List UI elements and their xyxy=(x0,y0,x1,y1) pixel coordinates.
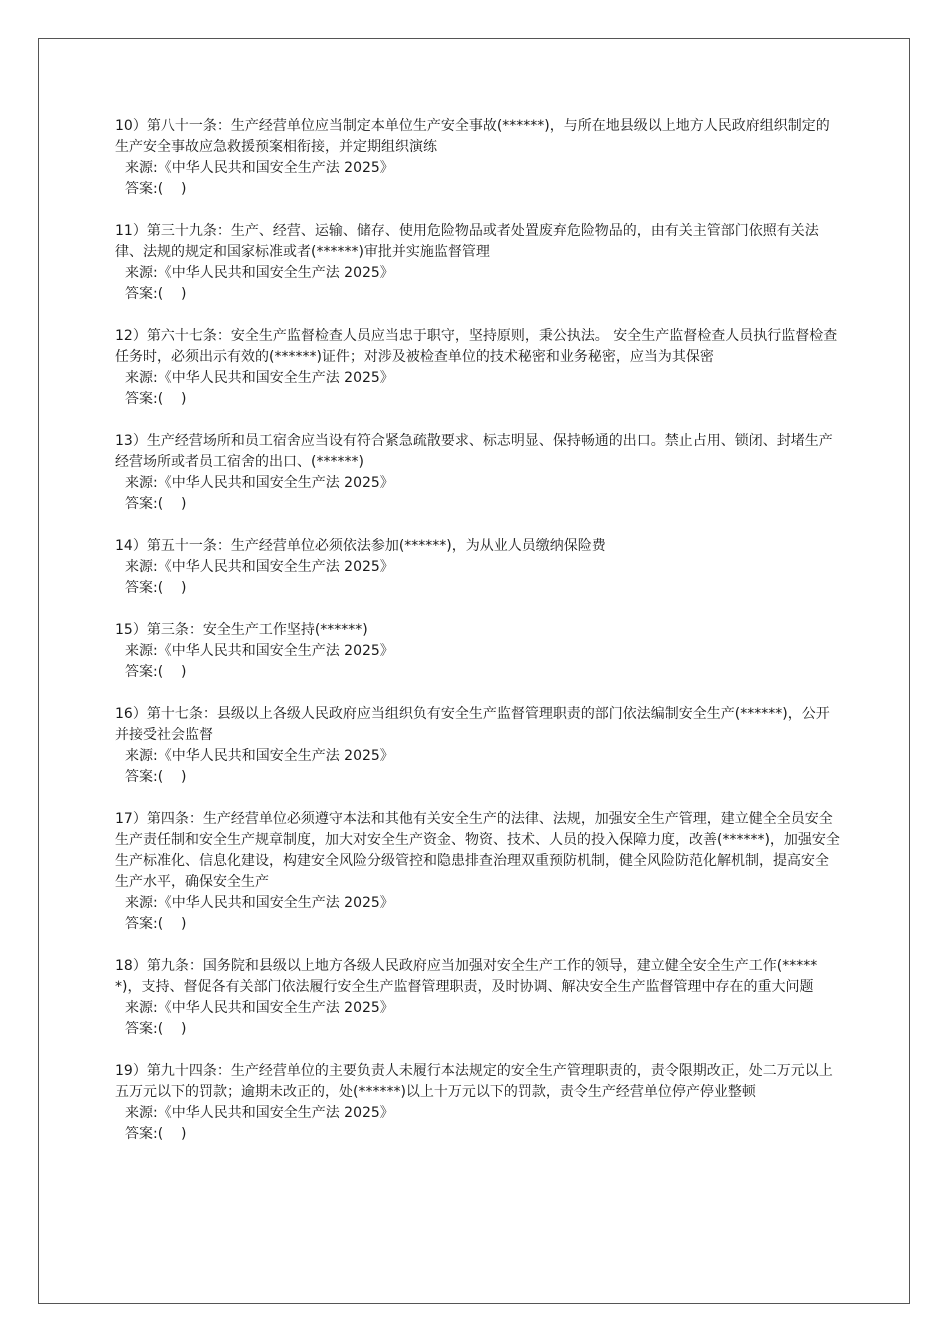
question-item xyxy=(115,326,840,410)
question-item xyxy=(115,704,840,788)
question-source: 来源:《中华人民共和国安全生产法 2025》 xyxy=(125,895,394,911)
question-answer: 答案:( ) xyxy=(125,1021,187,1037)
question-item xyxy=(115,221,840,305)
question-text: 18）第九条：国务院和县级以上地方各级人民政府应当加强对安全生产工作的领导，建立健全安全生产工作(******)，支持、督促各有关部门依法履行安全生产监督管理职责，及时协调、解决安全生产监督管理中存在的重大问题 xyxy=(115,958,818,995)
question-item xyxy=(115,431,840,515)
question-text: 10）第八十一条：生产经营单位应当制定本单位生产安全事故(******)，与所在地县级以上地方人民政府组织制定的生产安全事故应急救援预案相衔接，并定期组织演练 xyxy=(115,118,830,155)
question-answer: 答案:( ) xyxy=(125,664,187,680)
question-text: 17）第四条：生产经营单位必须遵守本法和其他有关安全生产的法律、法规，加强安全生产管理，建立健全全员安全生产责任制和安全生产规章制度，加大对安全生产资金、物资、技术、人员的投入保障力度，改善(******)，加强安全生产标准化、信息化建设，构建安全风险分级管控和隐患排查治理双重预防机制，健全风险防范化解机制，提高安全生产水平，确保安全生产 xyxy=(115,811,840,890)
question-answer: 答案:( ) xyxy=(125,916,187,932)
question-source: 来源:《中华人民共和国安全生产法 2025》 xyxy=(125,748,394,764)
question-text: 14）第五十一条：生产经营单位必须依法参加(******)，为从业人员缴纳保险费 xyxy=(115,538,606,554)
question-answer: 答案:( ) xyxy=(125,496,187,512)
question-source: 来源:《中华人民共和国安全生产法 2025》 xyxy=(125,559,394,575)
question-source: 来源:《中华人民共和国安全生产法 2025》 xyxy=(125,475,394,491)
question-item xyxy=(115,1061,840,1145)
question-source: 来源:《中华人民共和国安全生产法 2025》 xyxy=(125,1105,394,1121)
question-answer: 答案:( ) xyxy=(125,286,187,302)
question-source: 来源:《中华人民共和国安全生产法 2025》 xyxy=(125,370,394,386)
question-text: 15）第三条：安全生产工作坚持(******) xyxy=(115,622,368,638)
question-answer: 答案:( ) xyxy=(125,391,187,407)
question-text: 11）第三十九条：生产、经营、运输、储存、使用危险物品或者处置废弃危险物品的，由有关主管部门依照有关法律、法规的规定和国家标准或者(******)审批并实施监督管理 xyxy=(115,223,819,260)
question-item xyxy=(115,956,840,1040)
question-answer: 答案:( ) xyxy=(125,1126,187,1142)
question-text: 19）第九十四条：生产经营单位的主要负责人未履行本法规定的安全生产管理职责的，责令限期改正，处二万元以上五万元以下的罚款；逾期未改正的，处(******)以上十万元以下的罚款，责令生产经营单位停产停业整顿 xyxy=(115,1063,833,1100)
question-text: 16）第十七条：县级以上各级人民政府应当组织负有安全生产监督管理职责的部门依法编制安全生产(******)，公开并接受社会监督 xyxy=(115,706,830,743)
question-text: 12）第六十七条：安全生产监督检查人员应当忠于职守，坚持原则，秉公执法。 安全生产监督检查人员执行监督检查任务时，必须出示有效的(******)证件；对涉及被检查单位的技术秘密和业务秘密，应当为其保密 xyxy=(115,328,838,365)
question-source: 来源:《中华人民共和国安全生产法 2025》 xyxy=(125,1000,394,1016)
question-source: 来源:《中华人民共和国安全生产法 2025》 xyxy=(125,265,394,281)
question-text: 13）生产经营场所和员工宿舍应当设有符合紧急疏散要求、标志明显、保持畅通的出口。禁止占用、锁闭、封堵生产经营场所或者员工宿舍的出口、(******) xyxy=(115,433,833,470)
question-source: 来源:《中华人民共和国安全生产法 2025》 xyxy=(125,643,394,659)
question-item xyxy=(115,116,840,200)
question-answer: 答案:( ) xyxy=(125,580,187,596)
question-item xyxy=(115,620,840,683)
question-item xyxy=(115,536,840,599)
question-answer: 答案:( ) xyxy=(125,181,187,197)
question-item xyxy=(115,809,840,935)
question-source: 来源:《中华人民共和国安全生产法 2025》 xyxy=(125,160,394,176)
question-list xyxy=(115,116,840,1166)
question-answer: 答案:( ) xyxy=(125,769,187,785)
